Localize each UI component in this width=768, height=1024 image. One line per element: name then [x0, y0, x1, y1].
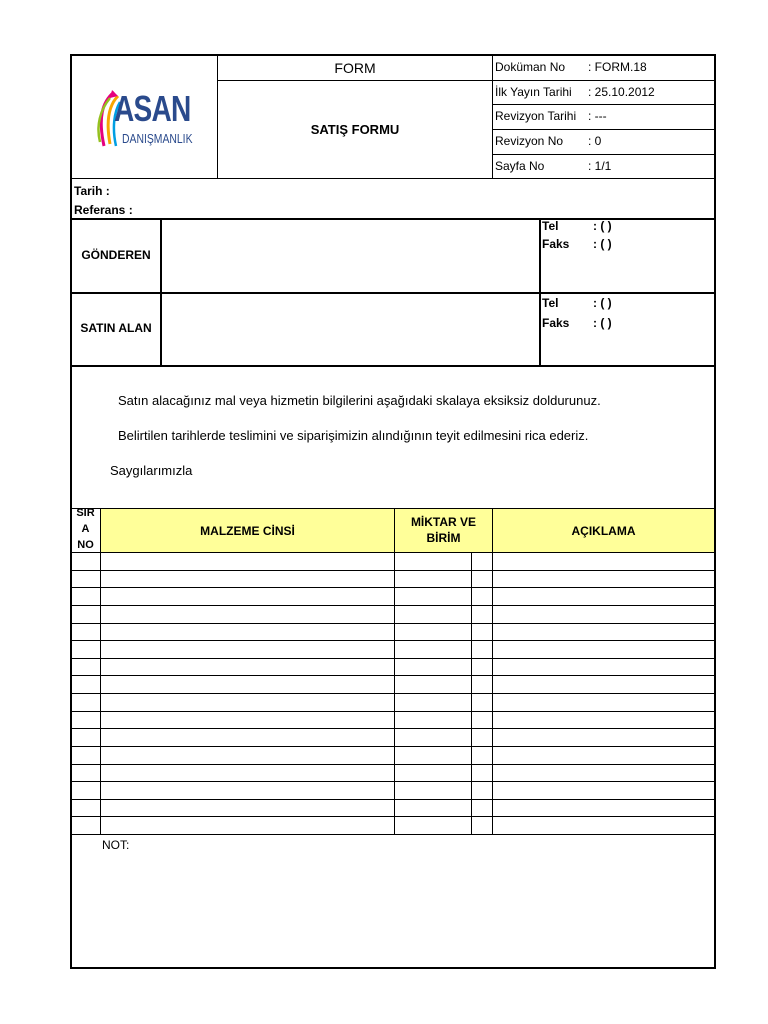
table-row[interactable] [72, 782, 714, 800]
divider [492, 80, 715, 81]
divider [71, 178, 715, 179]
col-header-description: AÇIKLAMA [571, 524, 636, 538]
note-field[interactable] [72, 853, 714, 965]
divider [539, 219, 541, 366]
closing-text: Saygılarımızla [110, 463, 193, 478]
company-logo [92, 88, 202, 154]
first-pub-date-label: İlk Yayın Tarihi [495, 85, 572, 99]
table-row[interactable] [72, 694, 714, 712]
table-row[interactable] [72, 571, 714, 589]
logo-subtitle: DANIŞMANLIK [122, 131, 193, 146]
message-line-2: Belirtilen tarihlerde teslimini ve siparişimizin alındığının teyit edilmesini rica ederiz. [118, 428, 589, 443]
table-row[interactable] [72, 606, 714, 624]
divider [492, 129, 715, 130]
page-title: SATIŞ FORMU [310, 122, 400, 137]
table-row[interactable] [72, 641, 714, 659]
table-row[interactable] [72, 800, 714, 818]
note-label: NOT: [102, 838, 130, 852]
doc-no-label: Doküman No [495, 60, 566, 74]
message-line-1: Satın alacağınız mal veya hizmetin bilgilerini aşağıdaki skalaya eksiksiz doldurunuz. [118, 393, 601, 408]
col-header-material: MALZEME CİNSİ [200, 524, 295, 538]
col-header-qty-line2: BİRİM [426, 531, 461, 545]
revision-no-label: Revizyon No [495, 134, 564, 148]
revision-date-label: Revizyon Tarihi [495, 109, 577, 123]
buyer-field[interactable] [162, 295, 538, 364]
sender-fax-value[interactable]: : ( ) [593, 237, 612, 251]
sender-label: GÖNDEREN [81, 248, 151, 262]
divider [217, 80, 493, 81]
buyer-label: SATIN ALAN [80, 321, 152, 335]
table-row[interactable] [72, 747, 714, 765]
first-pub-date-value: : 25.10.2012 [588, 85, 655, 99]
table-row[interactable] [72, 817, 714, 835]
divider [492, 154, 715, 155]
sender-tel-label: Tel [542, 219, 559, 233]
table-row[interactable] [72, 765, 714, 783]
table-row[interactable] [72, 729, 714, 747]
sender-tel-value[interactable]: : ( ) [593, 219, 612, 233]
page-no-label: Sayfa No [495, 159, 545, 173]
table-row[interactable] [72, 712, 714, 730]
page-no-value: : 1/1 [588, 159, 612, 173]
col-header-no-line1: SIR [76, 507, 95, 519]
buyer-tel-label: Tel [542, 296, 559, 310]
date-label: Tarih : [74, 184, 110, 198]
table-row[interactable] [72, 588, 714, 606]
divider [71, 508, 715, 509]
divider [71, 365, 715, 367]
logo-name: ASAN [114, 88, 191, 129]
table-row[interactable] [72, 659, 714, 677]
form-label: FORM [334, 60, 376, 76]
reference-label: Referans : [74, 203, 133, 217]
divider [71, 292, 715, 294]
revision-date-value: : --- [588, 109, 607, 123]
buyer-tel-value[interactable]: : ( ) [593, 296, 612, 310]
sender-fax-label: Faks [542, 237, 570, 251]
table-row[interactable] [72, 624, 714, 642]
table-row[interactable] [72, 553, 714, 571]
divider [492, 55, 493, 179]
revision-no-value: : 0 [588, 134, 602, 148]
col-header-no-line2: A [81, 523, 90, 535]
col-header-qty-line1: MİKTAR VE [410, 515, 477, 529]
divider [492, 104, 715, 105]
col-header-no-line3: NO [77, 539, 94, 551]
buyer-fax-value[interactable]: : ( ) [593, 316, 612, 330]
divider [71, 218, 715, 220]
buyer-fax-label: Faks [542, 316, 570, 330]
sender-field[interactable] [162, 221, 538, 291]
doc-no-value: : FORM.18 [588, 60, 647, 74]
table-row[interactable] [72, 676, 714, 694]
